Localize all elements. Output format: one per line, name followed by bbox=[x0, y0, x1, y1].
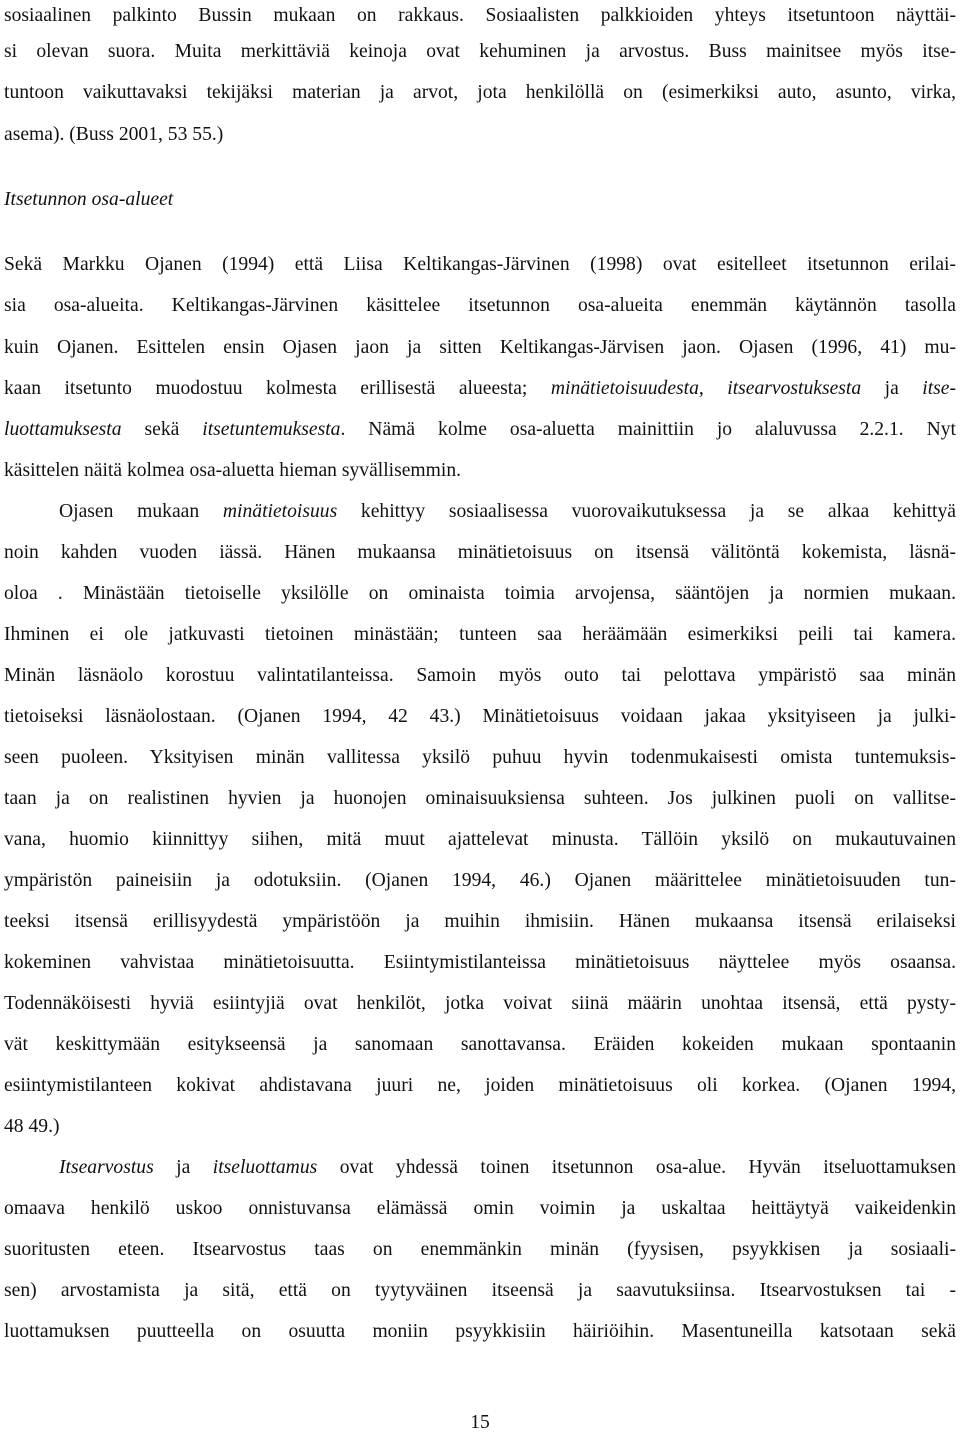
body-text-line: Ihminen ei ole jatkuvasti tietoinen minästään; tunteen saa heräämään esimerkiksi peili tai kamera. bbox=[4, 624, 956, 645]
body-text-line bbox=[4, 417, 956, 443]
body-text-line bbox=[59, 499, 956, 525]
text-span: sekä bbox=[121, 419, 203, 440]
italic-term: itsetuntemuksesta bbox=[202, 419, 341, 440]
body-text-line: sen) arvostamista ja sitä, että on tyytyväinen itseensä ja saavutuksiinsa. Itsearvostuksen tai - bbox=[4, 1280, 956, 1301]
text-span: Ojasen mukaan bbox=[59, 501, 223, 522]
italic-term: itse- bbox=[922, 378, 956, 399]
body-text-line: asema). (Buss 2001, 53 55.) bbox=[4, 124, 224, 145]
body-text-line bbox=[4, 376, 956, 402]
text-span: , bbox=[698, 378, 728, 399]
body-text-line: luottamuksen puutteella on osuutta moniin psyykkisiin häiriöihin. Masentuneilla katsotaan sekä bbox=[4, 1321, 956, 1342]
body-text-line: 48 49.) bbox=[4, 1116, 60, 1137]
body-text-line: vana, huomio kiinnittyy siihen, mitä muut ajattelevat minusta. Tällöin yksilö on mukautuvainen bbox=[4, 829, 956, 850]
body-text-line: sosiaalinen palkinto Bussin mukaan on rakkaus. Sosiaalisten palkkioiden yhteys itsetuntoon näyttäi- bbox=[4, 5, 956, 26]
text-span: kaan itsetunto muodostuu kolmesta erillisestä alueesta; bbox=[4, 378, 551, 399]
italic-term: luottamuksesta bbox=[4, 419, 122, 440]
text-span: . Nämä kolme osa-aluetta mainittiin jo alaluvussa 2.2.1. Nyt bbox=[340, 419, 956, 440]
italic-term: minätietoisuudesta bbox=[550, 378, 699, 399]
body-text-line: seen puoleen. Yksityisen minän vallitessa yksilö puhuu hyvin todenmukaisesti omista tuntemuksis- bbox=[4, 747, 956, 768]
body-text-line: esiintymistilanteen kokivat ahdistavana juuri ne, joiden minätietoisuus oli korkea. (Ojanen 1994, bbox=[4, 1075, 956, 1096]
body-text-line: Todennäköisesti hyviä esiintyjiä ovat henkilöt, jotka voivat siinä määrin unohtaa itsensä, että pysty- bbox=[4, 993, 956, 1014]
section-heading: Itsetunnon osa-alueet bbox=[4, 189, 174, 210]
page-number: 15 bbox=[470, 1412, 490, 1433]
text-span: ja bbox=[153, 1157, 213, 1178]
body-text-line: suoritusten eteen. Itsearvostus taas on enemmänkin minän (fyysisen, psyykkisen ja sosiaali- bbox=[4, 1239, 956, 1260]
body-text-line: omaava henkilö uskoo onnistuvansa elämässä omin voimin ja uskaltaa heittäytyä vaikeidenkin bbox=[4, 1198, 956, 1219]
italic-term: minätietoisuus bbox=[222, 501, 338, 522]
italic-term: itseluottamus bbox=[212, 1157, 318, 1178]
body-text-line: käsittelen näitä kolmea osa-aluetta hieman syvällisemmin. bbox=[4, 460, 462, 481]
body-text-line: si olevan suora. Muita merkittäviä keinoja ovat kehuminen ja arvostus. Buss mainitsee myös itse- bbox=[4, 41, 956, 62]
body-text-line: kuin Ojanen. Esittelen ensin Ojasen jaon ja sitten Keltikangas-Järvisen jaon. Ojasen (1996, 41) mu- bbox=[4, 337, 956, 358]
body-text-line: Minän läsnäolo korostuu valintatilanteissa. Samoin myös outo tai pelottava ympäristö saa minän bbox=[4, 665, 956, 686]
body-text-line: teeksi itsensä erillisyydestä ympäristöön ja muihin ihmisiin. Hänen mukaansa itsensä erilaiseksi bbox=[4, 911, 956, 932]
text-span: ovat yhdessä toinen itsetunnon osa-alue. Hyvän itseluottamuksen bbox=[317, 1157, 956, 1178]
body-text-line: noin kahden vuoden iässä. Hänen mukaansa minätietoisuus on itsensä välitöntä kokemista, läsnä- bbox=[4, 542, 956, 563]
italic-term: Itsearvostus bbox=[59, 1157, 154, 1178]
italic-term: itsearvostuksesta bbox=[727, 378, 862, 399]
text-span: kehittyy sosiaalisessa vuorovaikutuksessa ja se alkaa kehittyä bbox=[337, 501, 956, 522]
body-text-line: oloa . Minästään tietoiselle yksilölle on ominaista toimia arvojensa, sääntöjen ja normien mukaan. bbox=[4, 583, 956, 604]
body-text-line: kokeminen vahvistaa minätietoisuutta. Esiintymistilanteissa minätietoisuus näyttelee myös osaansa. bbox=[4, 952, 956, 973]
text-span: ja bbox=[861, 378, 923, 399]
body-text-line: sia osa-alueita. Keltikangas-Järvinen käsittelee itsetunnon osa-alueita enemmän käytännön tasolla bbox=[4, 295, 956, 316]
body-text-line bbox=[59, 1155, 956, 1181]
body-text-line: Sekä Markku Ojanen (1994) että Liisa Keltikangas-Järvinen (1998) ovat esitelleet itsetunnon erilai- bbox=[4, 254, 956, 275]
body-text-line: vät keskittymään esitykseensä ja sanomaan sanottavansa. Eräiden kokeiden mukaan spontaanin bbox=[4, 1034, 956, 1055]
body-text-line: tietoiseksi läsnäolostaan. (Ojanen 1994, 42 43.) Minätietoisuus voidaan jakaa yksityiseen ja julki- bbox=[4, 706, 956, 727]
body-text-line: tuntoon vaikuttavaksi tekijäksi materian ja arvot, jota henkilöllä on (esimerkiksi auto, asunto, virka, bbox=[4, 82, 956, 103]
body-text-line: taan ja on realistinen hyvien ja huonojen ominaisuuksiensa suhteen. Jos julkinen puoli on vallitse- bbox=[4, 788, 956, 809]
body-text-line: ympäristön paineisiin ja odotuksiin. (Ojanen 1994, 46.) Ojanen määrittelee minätietoisuuden tun- bbox=[4, 870, 956, 891]
